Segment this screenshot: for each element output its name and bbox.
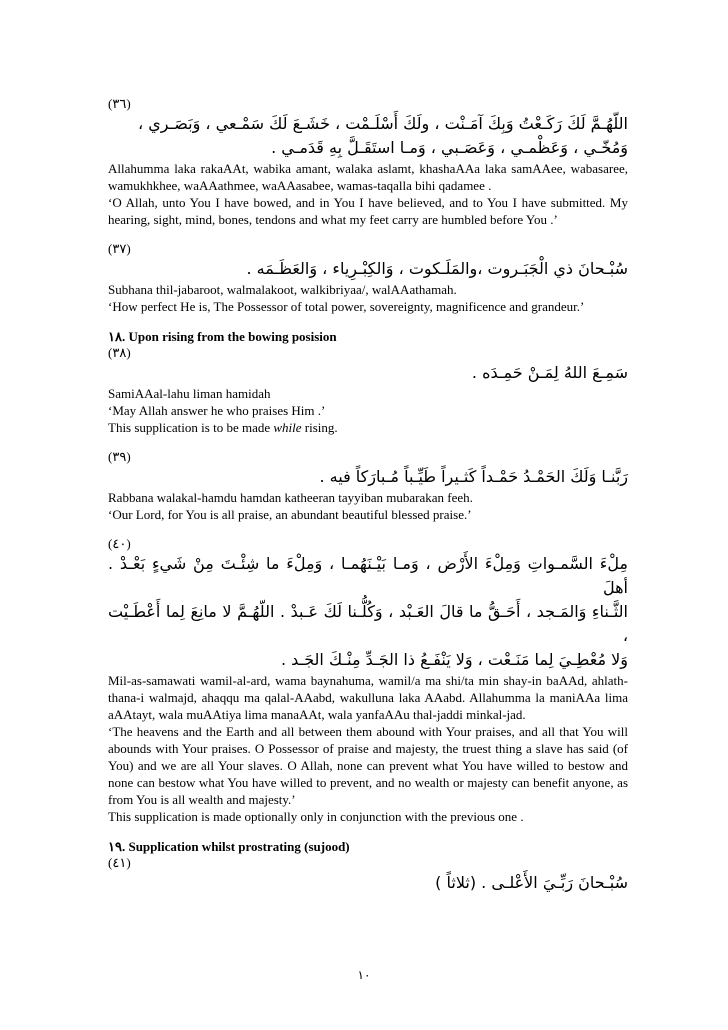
document-page (108, 96, 628, 908)
english-translation: ‘May Allah answer he who praises Him .’ (108, 403, 326, 418)
entry-number: (٣٦) (108, 96, 131, 111)
english-translation: ‘How perfect He is, The Possessor of total power, sovereignty, magnificence and grandeur.’ (108, 299, 585, 314)
arabic-text-line: سَمِـعَ اللهُ لِمَـنْ حَمِـدَه . (471, 363, 628, 382)
supplication-38 (108, 345, 628, 436)
supplication-39 (108, 449, 628, 523)
arabic-text-line: سُبْـحانَ ذي الْجَبَـروت ،والمَلَـكوت ، وَالكِبْـرِياء ، وَالعَظَـمَه . (246, 259, 628, 278)
section-heading-19: ١٩. Supplication whilst prostrating (sujood) (108, 839, 350, 854)
entry-number: (٣٩) (108, 449, 131, 464)
usage-note-text: rising. (301, 420, 338, 435)
arabic-text-line: مِلْءَ السَّمـواتِ وَمِلْءَ الأَرْض ، وَمـا بَيْـنَهُمـا ، وَمِلْءَ ما شِئْـتَ مِنْ شَيءٍ بَعْـدْ . أهلَ (108, 554, 628, 597)
arabic-text-line: اللّهُـمَّ لَكَ رَكَـعْتُ وَبِكَ آمَـنْت ، ولَكَ أَسْلَـمْت ، خَشَـعَ لَكَ سَمْـعي ، وَبَصَـري ، (137, 114, 628, 133)
transliteration: Allahumma laka rakaAAt, wabika amant, walaka aslamt, khashaAAa laka samAAee, wabasaree, wamukhkhee, waAAathmee, waAAasabee, wamas-taqalla bihi qadamee . (108, 161, 628, 193)
arabic-text-line: وَمُخّـي ، وَعَظْمـي ، وَعَصَـبي ، وَمـا استَقَـلَّ بِهِ قَدَمـي . (271, 138, 628, 157)
section-heading-18: ١٨. Upon rising from the bowing posision (108, 329, 337, 344)
supplication-41 (108, 855, 628, 895)
usage-note: This supplication is made optionally only in conjunction with the previous one . (108, 809, 524, 824)
usage-note-text: This supplication is to be made (108, 420, 274, 435)
usage-note-emphasis: while (273, 420, 302, 435)
transliteration: SamiAAal-lahu liman hamidah (108, 386, 271, 401)
entry-number: (٤١) (108, 855, 131, 870)
transliteration: Subhana thil-jabaroot, walmalakoot, walkibriyaa/, walAAathamah. (108, 282, 457, 297)
supplication-40 (108, 536, 628, 825)
entry-number: (٣٨) (108, 345, 131, 360)
usage-note (108, 419, 628, 436)
transliteration: Rabbana walakal-hamdu hamdan katheeran tayyiban mubarakan feeh. (108, 490, 473, 505)
arabic-text-line: رَبَّنـا وَلَكَ الحَمْـدُ حَمْـداً كَثـيراً طَيِّـباً مُـبارَكاً فيه . (319, 467, 628, 486)
english-translation: ‘O Allah, unto You I have bowed, and in You I have believed, and to You I have submitted. My hearing, sight, mind, bones, tendons and what my feet carry are humbled before You .’ (108, 195, 628, 227)
supplication-36 (108, 96, 628, 228)
english-translation: ‘Our Lord, for You is all praise, an abundant beautiful blessed praise.’ (108, 507, 472, 522)
entry-number: (٣٧) (108, 241, 131, 256)
arabic-text-line: سُبْـحانَ رَبِّـيَ الأَعْلـى . (ثلاثاً ) (435, 873, 628, 892)
page-number: ١٠ (357, 968, 371, 982)
arabic-text-line: وَلا مُعْطِـيَ لِما مَنَـعْت ، وَلا يَنْفَـعُ ذا الجَـدِّ مِنْـكَ الجَـد . (280, 650, 628, 669)
supplication-37 (108, 241, 628, 315)
english-translation: ‘The heavens and the Earth and all between them abound with Your praises, and all that You will abounds with Your praises. O Possessor of praise and majesty, the truest thing a slave has said (of You) and we are all Your slaves. O Allah, none can prevent what You have willed to bestow and none can bestow what You have willed to prevent, and no wealth or majesty can benefit anyone, as from You is all wealth and majesty.’ (108, 724, 628, 807)
arabic-text-line: الثَّـناءِ وَالمَـجد ، أَحَـقُّ ما قالَ العَـبْد ، وَكُلُّـنا لَكَ عَـبدْ . اللّهُـمَّ لا مانِعَ لِما أَعْطَـيْت ، (108, 602, 628, 645)
transliteration: Mil-as-samawati wamil-al-ard, wama baynahuma, wamil/a ma shi/ta min shay-in baAAd, ahlath-thana-i walmajd, ahaqqu ma qalal-AAabd, wakulluna laka AAabd. Allahumma la maniAAa lima aAAtayt, wala muAAtiya lima manaAAt, wala yanfaAAu thal-jaddi minkal-jad. (108, 673, 628, 722)
entry-number: (٤٠) (108, 536, 131, 551)
